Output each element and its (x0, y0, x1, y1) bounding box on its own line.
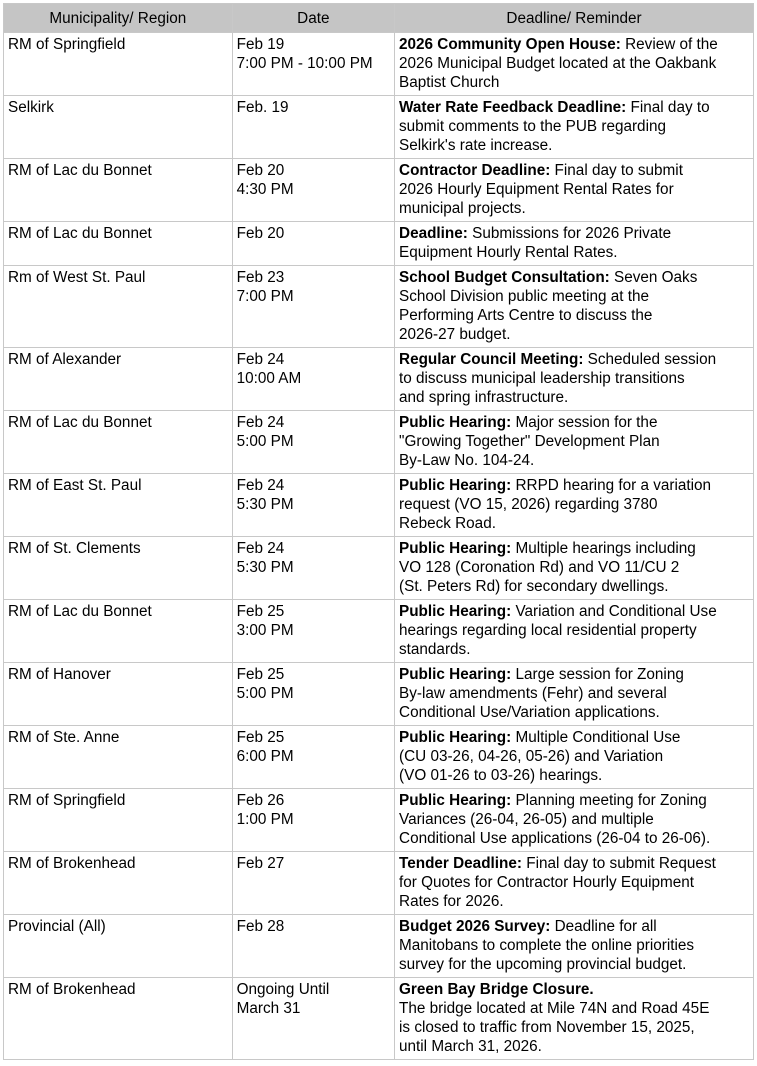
deadline-cell (395, 222, 754, 266)
date-line: 5:00 PM (236, 685, 294, 702)
date-line: Feb. 19 (236, 99, 289, 116)
deadline-cell (395, 537, 754, 600)
table-row (4, 159, 754, 222)
deadline-title: Public Hearing: (399, 603, 512, 620)
date-cell (232, 789, 394, 852)
municipality-cell: RM of Hanover (4, 663, 233, 726)
deadline-cell (395, 348, 754, 411)
municipality-cell: RM of Springfield (4, 33, 233, 96)
date-cell (232, 663, 394, 726)
date-line: Feb 25 (236, 666, 285, 683)
date-cell (232, 159, 394, 222)
deadline-description: Final day to submit Request for Quotes for Contractor Hourly Equipment Rates for 2026. (399, 855, 716, 910)
deadline-title: Regular Council Meeting: (399, 351, 584, 368)
deadline-title: Public Hearing: (399, 414, 512, 431)
deadline-cell (395, 663, 754, 726)
table-row (4, 915, 754, 978)
deadline-description: The bridge located at Mile 74N and Road 45E is closed to traffic from November 15, 2025, until March 31, 2026. (399, 1000, 710, 1055)
table-row (4, 474, 754, 537)
date-line: 1:00 PM (236, 811, 294, 828)
date-cell (232, 978, 394, 1060)
header-date: Date (232, 4, 394, 33)
deadline-cell (395, 33, 754, 96)
deadline-description: Seven Oaks School Division public meeting at the Performing Arts Centre to discuss the 2026-27 budget. (399, 269, 698, 343)
date-cell (232, 348, 394, 411)
table-row (4, 33, 754, 96)
date-line: Feb 26 (236, 792, 285, 809)
table-row (4, 222, 754, 266)
deadline-description: Multiple hearings including VO 128 (Coronation Rd) and VO 11/CU 2 (St. Peters Rd) for secondary dwellings. (399, 540, 696, 595)
deadline-title: Water Rate Feedback Deadline: (399, 99, 627, 116)
deadline-description: Final day to submit 2026 Hourly Equipment Rental Rates for municipal projects. (399, 162, 683, 217)
municipality-cell: RM of Lac du Bonnet (4, 159, 233, 222)
table-row (4, 411, 754, 474)
municipality-cell: RM of Lac du Bonnet (4, 222, 233, 266)
deadline-cell (395, 726, 754, 789)
deadline-description: Major session for the "Growing Together" Development Plan By-Law No. 104-24. (399, 414, 660, 469)
date-line: 7:00 PM (236, 288, 294, 305)
deadline-title: Public Hearing: (399, 792, 512, 809)
deadline-title: Public Hearing: (399, 666, 512, 683)
date-line: 5:30 PM (236, 496, 294, 513)
date-line: 7:00 PM - 10:00 PM (236, 55, 373, 72)
municipality-cell: Rm of West St. Paul (4, 266, 233, 348)
table-row (4, 348, 754, 411)
date-cell (232, 537, 394, 600)
deadline-title: Deadline: (399, 225, 468, 242)
header-municipality: Municipality/ Region (4, 4, 233, 33)
municipality-cell: RM of Brokenhead (4, 852, 233, 915)
deadline-description: Large session for Zoning By-law amendments (Fehr) and several Conditional Use/Variation applications. (399, 666, 684, 721)
date-line: 3:00 PM (236, 622, 294, 639)
deadline-title: Public Hearing: (399, 477, 512, 494)
date-line: Feb 25 (236, 603, 285, 620)
date-line: Feb 19 (236, 36, 285, 53)
table-row (4, 726, 754, 789)
deadline-title: Tender Deadline: (399, 855, 522, 872)
date-line: 6:00 PM (236, 748, 294, 765)
date-line: 5:00 PM (236, 433, 294, 450)
municipality-cell: RM of Brokenhead (4, 978, 233, 1060)
schedule-table (3, 3, 754, 1060)
date-line: Feb 20 (236, 162, 285, 179)
date-line: March 31 (236, 1000, 301, 1017)
municipality-cell: Provincial (All) (4, 915, 233, 978)
date-cell (232, 726, 394, 789)
deadline-title: Green Bay Bridge Closure. (399, 981, 594, 998)
deadline-description: Variation and Conditional Use hearings regarding local residential property standards. (399, 603, 717, 658)
table-row (4, 537, 754, 600)
municipality-cell: RM of Ste. Anne (4, 726, 233, 789)
header-deadline: Deadline/ Reminder (395, 4, 754, 33)
date-line: Feb 24 (236, 414, 285, 431)
deadline-description: RRPD hearing for a variation request (VO 15, 2026) regarding 3780 Rebeck Road. (399, 477, 712, 532)
deadline-cell (395, 852, 754, 915)
deadline-cell (395, 474, 754, 537)
deadline-cell (395, 411, 754, 474)
deadline-description: Final day to submit comments to the PUB regarding Selkirk's rate increase. (399, 99, 710, 154)
date-cell (232, 33, 394, 96)
date-cell (232, 474, 394, 537)
deadline-cell (395, 915, 754, 978)
date-cell (232, 222, 394, 266)
date-line: 4:30 PM (236, 181, 294, 198)
deadline-title: Budget 2026 Survey: (399, 918, 551, 935)
deadline-description: Submissions for 2026 Private Equipment Hourly Rental Rates. (399, 225, 672, 261)
deadline-cell (395, 978, 754, 1060)
table-row (4, 663, 754, 726)
date-line: Feb 28 (236, 918, 285, 935)
date-line: Feb 24 (236, 351, 285, 368)
deadline-title: Public Hearing: (399, 729, 512, 746)
date-line: 5:30 PM (236, 559, 294, 576)
deadline-title: Public Hearing: (399, 540, 512, 557)
date-line: Feb 25 (236, 729, 285, 746)
deadline-cell (395, 266, 754, 348)
date-line: Feb 23 (236, 269, 285, 286)
municipality-cell: Selkirk (4, 96, 233, 159)
date-line: Feb 27 (236, 855, 285, 872)
deadline-description: Deadline for all Manitobans to complete the online priorities survey for the upcoming provincial budget. (399, 918, 695, 973)
municipality-cell: RM of St. Clements (4, 537, 233, 600)
deadline-title: School Budget Consultation: (399, 269, 610, 286)
deadline-cell (395, 789, 754, 852)
table-row (4, 978, 754, 1060)
date-line: Feb 20 (236, 225, 285, 242)
table-row (4, 600, 754, 663)
table-row (4, 96, 754, 159)
date-cell (232, 411, 394, 474)
date-line: Feb 24 (236, 477, 285, 494)
municipality-cell: RM of East St. Paul (4, 474, 233, 537)
table-row (4, 789, 754, 852)
municipality-cell: RM of Springfield (4, 789, 233, 852)
deadline-cell (395, 96, 754, 159)
date-cell (232, 266, 394, 348)
deadline-description: Planning meeting for Zoning Variances (26-04, 26-05) and multiple Conditional Use applications (26-04 to 26-06). (399, 792, 711, 847)
date-cell (232, 852, 394, 915)
table-row (4, 852, 754, 915)
date-line: Ongoing Until (236, 981, 330, 998)
date-cell (232, 600, 394, 663)
table-row (4, 266, 754, 348)
date-line: 10:00 AM (236, 370, 302, 387)
deadline-cell (395, 159, 754, 222)
municipality-cell: RM of Alexander (4, 348, 233, 411)
deadline-description: Scheduled session to discuss municipal leadership transitions and spring infrastructure. (399, 351, 717, 406)
header-row (4, 4, 754, 33)
deadline-cell (395, 600, 754, 663)
deadline-title: Contractor Deadline: (399, 162, 551, 179)
deadline-description: Multiple Conditional Use (CU 03-26, 04-26, 05-26) and Variation (VO 01-26 to 03-26) hearings. (399, 729, 681, 784)
municipality-cell: RM of Lac du Bonnet (4, 411, 233, 474)
municipality-cell: RM of Lac du Bonnet (4, 600, 233, 663)
date-cell (232, 96, 394, 159)
date-line: Feb 24 (236, 540, 285, 557)
deadline-title: 2026 Community Open House: (399, 36, 621, 53)
date-cell (232, 915, 394, 978)
deadline-description: Review of the 2026 Municipal Budget located at the Oakbank Baptist Church (399, 36, 718, 91)
